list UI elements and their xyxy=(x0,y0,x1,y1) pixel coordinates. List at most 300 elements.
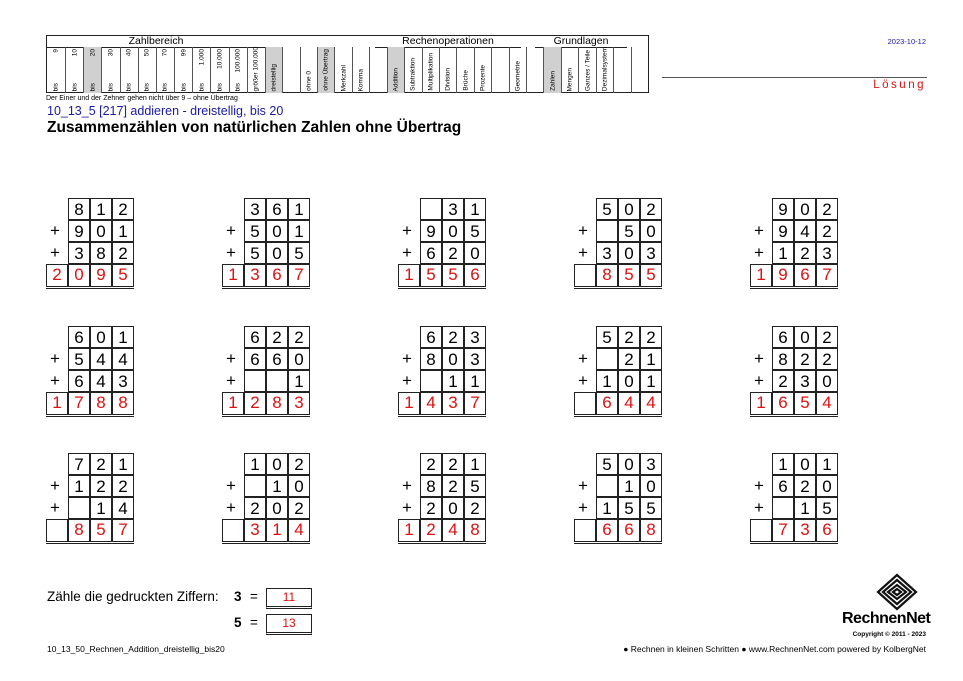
digit-cell: 2 xyxy=(442,453,464,475)
result-digit: 7 xyxy=(288,264,310,286)
digit-cell: 0 xyxy=(618,198,640,220)
addition-exercise xyxy=(398,326,488,418)
result-line xyxy=(222,392,310,393)
category-column xyxy=(439,47,456,93)
plus-sign: + xyxy=(50,243,60,262)
category-column xyxy=(334,47,351,93)
result-digit: 5 xyxy=(442,264,464,286)
result-digit: 8 xyxy=(464,519,486,541)
addition-exercise xyxy=(46,326,136,418)
column-label: bis xyxy=(52,82,60,91)
digit-cell: 4 xyxy=(112,497,134,519)
category-column xyxy=(561,47,578,93)
category-column xyxy=(596,47,613,93)
double-underline xyxy=(398,288,486,289)
result-digit: 9 xyxy=(90,264,112,286)
result-digit: 3 xyxy=(288,392,310,414)
plus-sign: + xyxy=(50,371,60,390)
digit-cell: 3 xyxy=(464,326,486,348)
digit-cell: 3 xyxy=(442,198,464,220)
note: Der Einer und der Zehner gehen nicht über 9 – ohne Übertrag xyxy=(46,95,238,102)
column-label: größer 100.000 xyxy=(252,47,260,91)
digit-cell: 0 xyxy=(794,326,816,348)
digit-cell: 8 xyxy=(68,198,90,220)
result-digit: 6 xyxy=(266,264,288,286)
column-value: 100.000 xyxy=(234,49,242,73)
column-label: Brüche xyxy=(462,70,470,91)
digit-cell: 1 xyxy=(464,198,486,220)
digit-cell: 0 xyxy=(794,198,816,220)
digit-cell: 2 xyxy=(618,348,640,370)
plus-sign: + xyxy=(50,349,60,368)
digit-cell xyxy=(244,370,266,392)
digit-cell: 1 xyxy=(288,370,310,392)
zahlbereich-column xyxy=(101,47,119,93)
result-line xyxy=(398,392,486,393)
digit-cell: 2 xyxy=(816,348,838,370)
digit-cell: 3 xyxy=(794,370,816,392)
addition-exercise xyxy=(46,198,136,290)
zahlbereich-column xyxy=(174,47,192,93)
digit-cell: 2 xyxy=(420,453,442,475)
result-digit: 5 xyxy=(640,264,662,286)
result-digit: 5 xyxy=(420,264,442,286)
category-column xyxy=(474,47,491,93)
digit-cell: 6 xyxy=(68,370,90,392)
digit-cell: 1 xyxy=(464,370,486,392)
digit-cell: 1 xyxy=(288,198,310,220)
plus-sign: + xyxy=(226,221,236,240)
column-label: Geometrie xyxy=(514,60,522,91)
digit-cell: 0 xyxy=(442,348,464,370)
column-label: dreistellig xyxy=(270,63,278,91)
digit-cell: 6 xyxy=(420,326,442,348)
digit-cell: 2 xyxy=(288,497,310,519)
digit-cell: 0 xyxy=(618,242,640,264)
double-underline xyxy=(750,288,838,289)
category-column xyxy=(369,47,386,93)
column-label: Division xyxy=(444,68,452,91)
column-value: 70 xyxy=(161,49,169,57)
result-digit: 8 xyxy=(112,392,134,414)
result-digit: 6 xyxy=(596,392,618,414)
result-digit xyxy=(574,264,596,286)
column-label: Subtraktion xyxy=(409,58,417,91)
column-value: 20 xyxy=(89,49,97,57)
plus-sign: + xyxy=(226,349,236,368)
result-digit: 6 xyxy=(618,519,640,541)
addition-exercise xyxy=(46,453,136,545)
digit-cell: 2 xyxy=(794,348,816,370)
count-digit-2: 5 xyxy=(234,615,242,630)
digit-cell xyxy=(596,220,618,242)
digit-cell: 2 xyxy=(112,242,134,264)
plus-sign: + xyxy=(754,476,764,495)
plus-sign: + xyxy=(754,243,764,262)
result-line xyxy=(574,519,662,520)
column-label: bis xyxy=(107,82,115,91)
result-line xyxy=(398,519,486,520)
double-underline xyxy=(574,288,662,289)
digit-cell: 4 xyxy=(90,348,112,370)
digit-cell: 4 xyxy=(112,348,134,370)
result-digit: 5 xyxy=(794,392,816,414)
result-digit: 2 xyxy=(244,392,266,414)
double-underline xyxy=(398,286,486,287)
digit-cell: 0 xyxy=(794,453,816,475)
result-digit xyxy=(222,519,244,541)
digit-cell: 2 xyxy=(266,326,288,348)
digit-cell: 0 xyxy=(442,220,464,242)
digit-cell: 2 xyxy=(112,198,134,220)
result-digit: 2 xyxy=(46,264,68,286)
digit-cell: 1 xyxy=(90,198,112,220)
digit-cell: 6 xyxy=(244,326,266,348)
plus-sign: + xyxy=(578,221,588,240)
digit-cell: 0 xyxy=(266,242,288,264)
digit-cell: 5 xyxy=(618,220,640,242)
digit-cell: 3 xyxy=(640,242,662,264)
digit-cell: 5 xyxy=(596,198,618,220)
result-line xyxy=(750,392,838,393)
column-value: 9 xyxy=(52,49,60,53)
digit-cell: 2 xyxy=(640,198,662,220)
result-digit xyxy=(574,519,596,541)
category-column xyxy=(578,47,595,93)
page-title: Zusammenzählen von natürlichen Zahlen ohne Übertrag xyxy=(47,119,462,136)
solution-label: Lösung xyxy=(873,79,926,91)
double-underline xyxy=(222,414,310,415)
column-label: bis xyxy=(180,82,188,91)
digit-cell: 5 xyxy=(68,348,90,370)
digit-cell: 8 xyxy=(772,348,794,370)
logo-name: RechnenNet xyxy=(842,610,931,627)
digit-cell: 2 xyxy=(442,475,464,497)
zahlbereich-column xyxy=(47,47,65,93)
footer-credits: ● Rechnen in kleinen Schritten ● www.RechnenNet.com powered by KolbergNet xyxy=(623,644,926,654)
category-column xyxy=(613,47,630,93)
group-grundlagen: Grundlagen xyxy=(535,36,627,48)
digit-cell xyxy=(772,497,794,519)
column-label: bis xyxy=(216,82,224,91)
plus-sign: + xyxy=(754,349,764,368)
category-column xyxy=(265,47,282,93)
result-digit: 3 xyxy=(244,519,266,541)
plus-sign: + xyxy=(50,221,60,240)
result-line xyxy=(222,264,310,265)
double-underline xyxy=(222,416,310,417)
group-zahlbereich: Zahlbereich xyxy=(47,36,265,48)
result-digit: 8 xyxy=(68,519,90,541)
plus-sign: + xyxy=(578,371,588,390)
digit-cell: 3 xyxy=(596,242,618,264)
digit-cell: 0 xyxy=(618,370,640,392)
result-digit xyxy=(750,519,772,541)
digit-cell: 6 xyxy=(772,326,794,348)
category-column xyxy=(317,47,334,93)
worksheet-code: 10_13_5 [217] addieren - dreistellig, bis 20 xyxy=(47,104,284,118)
count-equals-1: = xyxy=(250,589,258,604)
addition-exercise xyxy=(750,198,840,290)
result-digit: 7 xyxy=(772,519,794,541)
zahlbereich-column xyxy=(65,47,83,93)
solution-line xyxy=(662,77,927,78)
column-label: bis xyxy=(125,82,133,91)
column-value: 1.000 xyxy=(198,49,206,66)
group-rechenoperationen: Rechenoperationen xyxy=(375,36,521,48)
column-value: 50 xyxy=(143,49,151,57)
digit-cell: 4 xyxy=(90,370,112,392)
digit-cell: 0 xyxy=(640,220,662,242)
column-label: Dezimalsystem xyxy=(601,47,609,91)
result-digit: 7 xyxy=(816,264,838,286)
digit-cell: 5 xyxy=(640,497,662,519)
double-underline xyxy=(750,416,838,417)
result-digit: 5 xyxy=(90,519,112,541)
result-digit: 6 xyxy=(816,519,838,541)
result-digit: 6 xyxy=(772,392,794,414)
count-digit-1: 3 xyxy=(234,589,242,604)
plus-sign: + xyxy=(226,371,236,390)
digit-cell: 1 xyxy=(772,242,794,264)
column-label: bis xyxy=(234,82,242,91)
digit-cell: 2 xyxy=(772,370,794,392)
plus-sign: + xyxy=(578,476,588,495)
digit-cell: 5 xyxy=(596,326,618,348)
double-underline xyxy=(46,288,134,289)
category-column xyxy=(456,47,473,93)
plus-sign: + xyxy=(402,371,412,390)
column-label: Addition xyxy=(392,67,400,91)
date: 2023-10-12 xyxy=(887,37,926,46)
double-underline xyxy=(222,543,310,544)
category-column xyxy=(631,47,648,93)
plus-sign: + xyxy=(402,221,412,240)
result-digit: 1 xyxy=(46,392,68,414)
digit-cell: 0 xyxy=(288,348,310,370)
classification-table xyxy=(46,35,649,93)
double-underline xyxy=(46,416,134,417)
result-digit: 5 xyxy=(112,264,134,286)
digit-cell: 0 xyxy=(816,475,838,497)
digit-cell: 7 xyxy=(68,453,90,475)
digit-cell xyxy=(244,475,266,497)
result-line xyxy=(750,264,838,265)
digit-cell: 2 xyxy=(288,453,310,475)
double-underline xyxy=(398,543,486,544)
digit-cell: 0 xyxy=(90,220,112,242)
result-digit: 9 xyxy=(772,264,794,286)
digit-cell: 2 xyxy=(794,242,816,264)
digit-cell: 2 xyxy=(816,220,838,242)
result-digit: 1 xyxy=(222,264,244,286)
plus-sign: + xyxy=(50,498,60,517)
plus-sign: + xyxy=(578,349,588,368)
column-value: 10.000 xyxy=(216,49,224,69)
category-column xyxy=(491,47,508,93)
result-digit xyxy=(46,519,68,541)
digit-cell: 6 xyxy=(266,348,288,370)
digit-cell: 1 xyxy=(772,453,794,475)
category-column xyxy=(509,47,526,93)
digit-cell: 0 xyxy=(266,453,288,475)
plus-sign: + xyxy=(226,498,236,517)
result-digit: 5 xyxy=(618,264,640,286)
zahlbereich-column xyxy=(247,47,265,93)
column-value: 30 xyxy=(107,49,115,57)
plus-sign: + xyxy=(226,476,236,495)
digit-cell: 0 xyxy=(464,242,486,264)
plus-sign: + xyxy=(754,371,764,390)
digit-cell: 1 xyxy=(464,453,486,475)
digit-cell: 0 xyxy=(442,497,464,519)
result-digit: 1 xyxy=(398,392,420,414)
digit-cell: 4 xyxy=(794,220,816,242)
result-digit: 7 xyxy=(464,392,486,414)
digit-cell: 2 xyxy=(618,326,640,348)
digit-cell: 2 xyxy=(442,242,464,264)
result-digit: 4 xyxy=(442,519,464,541)
addition-exercise xyxy=(574,198,664,290)
double-underline xyxy=(750,414,838,415)
digit-cell: 3 xyxy=(640,453,662,475)
double-underline xyxy=(46,414,134,415)
column-label: bis xyxy=(89,82,97,91)
digit-cell: 3 xyxy=(464,348,486,370)
digit-cell xyxy=(266,370,288,392)
double-underline xyxy=(750,543,838,544)
logo-copyright: Copyright © 2011 - 2023 xyxy=(852,631,926,638)
result-digit: 1 xyxy=(750,392,772,414)
category-column xyxy=(526,47,543,93)
digit-cell: 3 xyxy=(244,198,266,220)
digit-cell: 1 xyxy=(640,348,662,370)
category-column xyxy=(543,47,560,93)
zahlbereich-column xyxy=(138,47,156,93)
digit-cell: 1 xyxy=(266,475,288,497)
double-underline xyxy=(750,541,838,542)
double-underline xyxy=(574,416,662,417)
category-column xyxy=(404,47,421,93)
category-column xyxy=(422,47,439,93)
digit-cell: 1 xyxy=(596,497,618,519)
count-equals-2: = xyxy=(250,615,258,630)
footer-filename: 10_13_50_Rechnen_Addition_dreistellig_bis20 xyxy=(47,644,225,654)
double-underline xyxy=(574,286,662,287)
column-value: 40 xyxy=(125,49,133,57)
plus-sign: + xyxy=(578,243,588,262)
digit-cell: 5 xyxy=(464,220,486,242)
result-digit: 1 xyxy=(398,264,420,286)
digit-cell: 5 xyxy=(288,242,310,264)
digit-cell: 1 xyxy=(112,220,134,242)
plus-sign: + xyxy=(402,476,412,495)
digit-cell: 2 xyxy=(244,497,266,519)
digit-cell: 9 xyxy=(420,220,442,242)
digit-cell: 3 xyxy=(112,370,134,392)
result-line xyxy=(750,519,838,520)
column-label: ohne 0 xyxy=(305,71,313,91)
digit-cell: 0 xyxy=(266,497,288,519)
digit-cell: 8 xyxy=(420,475,442,497)
digit-cell: 2 xyxy=(288,326,310,348)
digit-cell: 6 xyxy=(420,242,442,264)
addition-exercise xyxy=(574,453,664,545)
result-line xyxy=(574,264,662,265)
digit-cell: 1 xyxy=(640,370,662,392)
result-line xyxy=(46,264,134,265)
result-line xyxy=(398,264,486,265)
digit-cell: 0 xyxy=(266,220,288,242)
rechnennet-logo-icon xyxy=(874,572,920,612)
double-underline xyxy=(46,543,134,544)
digit-cell: 8 xyxy=(90,242,112,264)
digit-cell: 3 xyxy=(68,242,90,264)
category-column xyxy=(352,47,369,93)
digit-cell xyxy=(596,475,618,497)
result-digit: 4 xyxy=(816,392,838,414)
column-label: Mengen xyxy=(566,67,574,91)
digit-cell: 5 xyxy=(464,475,486,497)
digit-cell: 2 xyxy=(442,326,464,348)
double-underline xyxy=(398,414,486,415)
result-digit: 4 xyxy=(288,519,310,541)
column-label: bis xyxy=(161,82,169,91)
column-label: Prozente xyxy=(479,64,487,91)
addition-exercise xyxy=(574,326,664,418)
digit-cell: 9 xyxy=(772,198,794,220)
result-digit: 1 xyxy=(222,392,244,414)
digit-cell: 0 xyxy=(618,453,640,475)
zahlbereich-column xyxy=(156,47,174,93)
digit-cell: 2 xyxy=(816,326,838,348)
zahlbereich-column xyxy=(192,47,210,93)
plus-sign: + xyxy=(578,498,588,517)
digit-cell: 9 xyxy=(68,220,90,242)
result-digit: 1 xyxy=(398,519,420,541)
digit-cell: 6 xyxy=(772,475,794,497)
column-value: 99 xyxy=(180,49,188,57)
result-digit: 3 xyxy=(442,392,464,414)
digit-cell: 0 xyxy=(640,475,662,497)
column-label: Merkzahl xyxy=(340,64,348,91)
result-digit: 7 xyxy=(68,392,90,414)
result-digit: 1 xyxy=(750,264,772,286)
digit-cell: 1 xyxy=(442,370,464,392)
addition-exercise xyxy=(222,198,312,290)
addition-exercise xyxy=(398,198,488,290)
addition-exercise xyxy=(750,326,840,418)
digit-cell: 5 xyxy=(618,497,640,519)
result-digit xyxy=(574,392,596,414)
double-underline xyxy=(46,541,134,542)
column-value: 10 xyxy=(71,49,79,57)
result-digit: 6 xyxy=(794,264,816,286)
plus-sign: + xyxy=(402,243,412,262)
digit-cell: 1 xyxy=(112,453,134,475)
zahlbereich-column xyxy=(210,47,228,93)
plus-sign: + xyxy=(754,498,764,517)
digit-cell: 0 xyxy=(288,475,310,497)
digit-cell xyxy=(68,497,90,519)
double-underline xyxy=(574,541,662,542)
digit-cell: 0 xyxy=(90,326,112,348)
digit-cell: 1 xyxy=(816,453,838,475)
digit-cell: 6 xyxy=(266,198,288,220)
digit-cell: 2 xyxy=(640,326,662,348)
addition-exercise xyxy=(398,453,488,545)
digit-cell: 9 xyxy=(772,220,794,242)
